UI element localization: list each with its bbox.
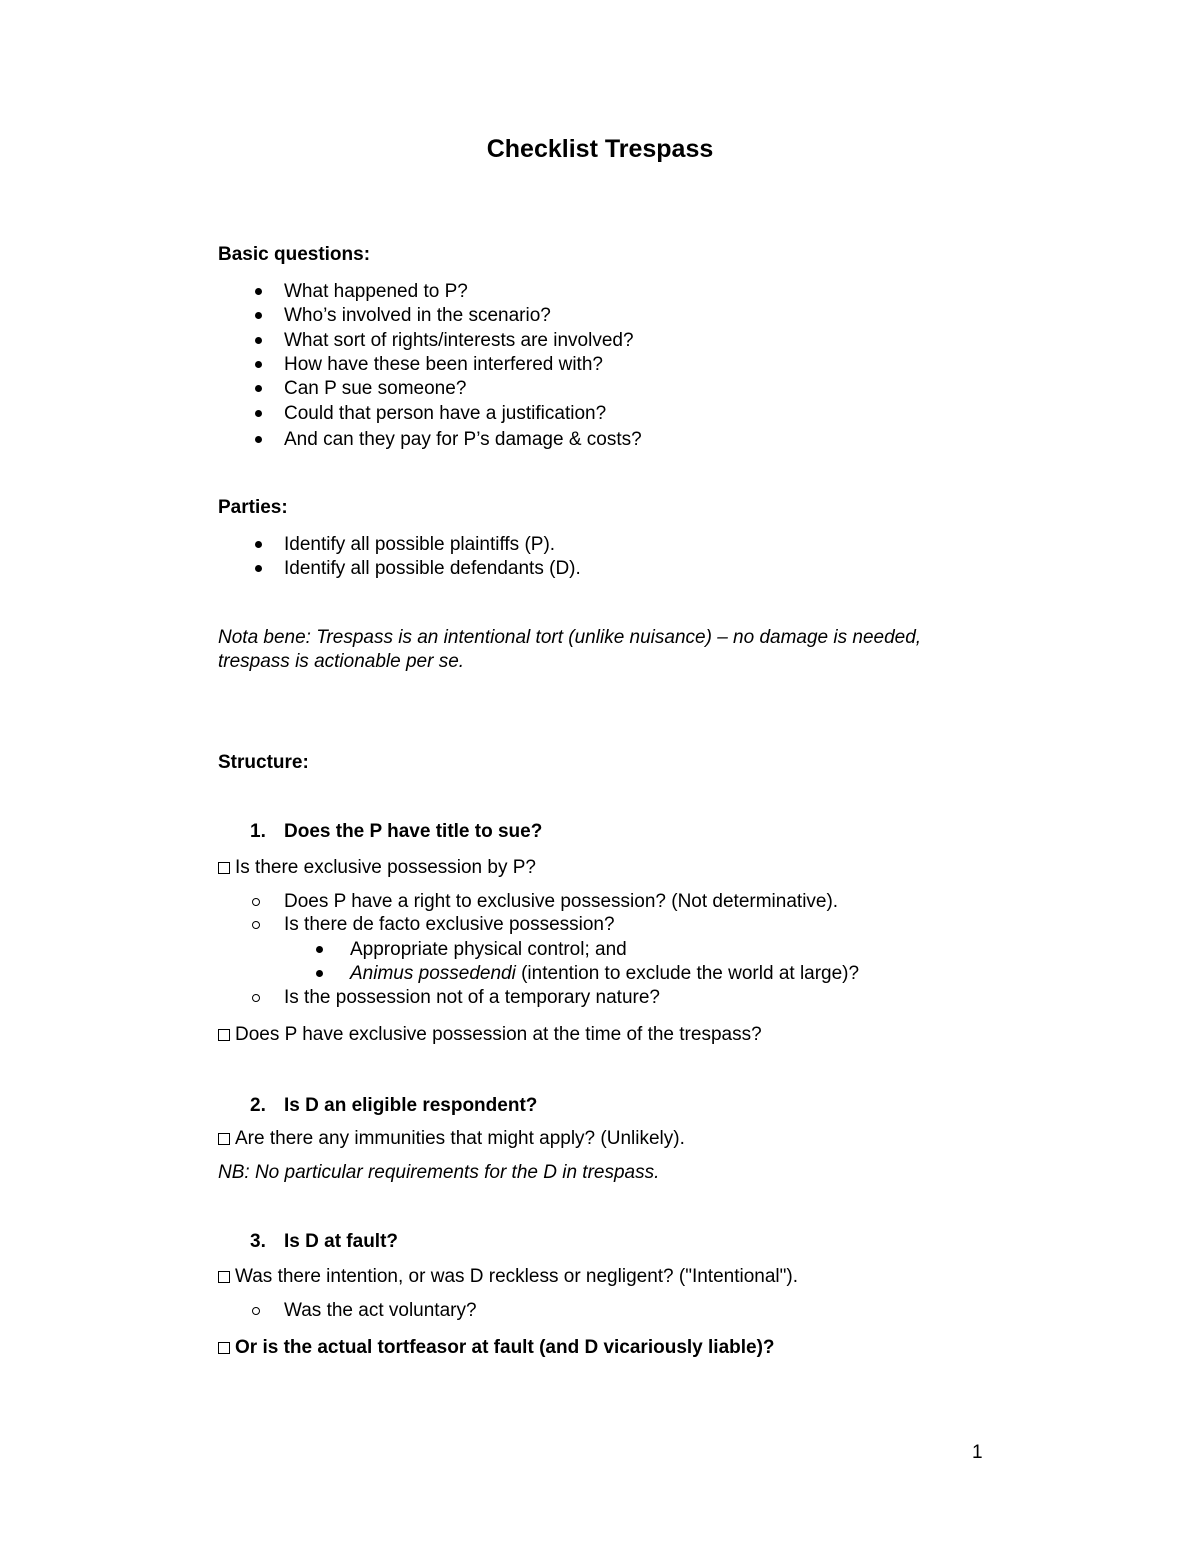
basic-questions-heading: Basic questions: [218, 244, 371, 265]
nota-bene-line-2: trespass is actionable per se. [218, 651, 465, 672]
sub-item: Does P have a right to exclusive possession? (Not determinative). [284, 891, 839, 912]
sub-item: Is the possession not of a temporary nature? [284, 987, 660, 1008]
section-number: 2. [250, 1095, 266, 1116]
parties-heading: Parties: [218, 497, 288, 518]
section-number: 1. [250, 821, 266, 842]
checkbox-icon [218, 1271, 230, 1283]
bullet-icon [255, 565, 262, 572]
section-title: Does the P have title to sue? [284, 821, 543, 842]
sub-item: Is there de facto exclusive possession? [284, 914, 615, 935]
bullet-icon [316, 970, 323, 977]
checkbox-icon [218, 1133, 230, 1145]
checklist-item: Is there exclusive possession by P? [218, 856, 536, 880]
page-number: 1 [972, 1442, 983, 1463]
sub-sub-item: Animus possedendi (intention to exclude the world at large)? [350, 963, 860, 984]
checklist-item: Was there intention, or was D reckless or negligent? ("Intentional"). [218, 1265, 798, 1289]
bullet-icon [255, 288, 262, 295]
bullet-icon [255, 436, 262, 443]
bullet-icon [316, 946, 323, 953]
section-title: Is D at fault? [284, 1231, 399, 1252]
bullet-icon [255, 410, 262, 417]
circle-bullet-icon [252, 994, 260, 1002]
circle-bullet-icon [252, 898, 260, 906]
sub-sub-item: Appropriate physical control; and [350, 939, 627, 960]
checklist-item: Or is the actual tortfeasor at fault (and D vicariously liable)? [218, 1336, 775, 1360]
checkbox-icon [218, 862, 230, 874]
checkbox-icon [218, 1342, 230, 1354]
bullet-icon [255, 541, 262, 548]
bullet-icon [255, 385, 262, 392]
page-title: Checklist Trespass [486, 135, 714, 163]
checklist-item: Are there any immunities that might apply? (Unlikely). [218, 1127, 685, 1151]
circle-bullet-icon [252, 921, 260, 929]
sub-item: Was the act voluntary? [284, 1300, 477, 1321]
bullet-icon [255, 312, 262, 319]
nb-note: NB: No particular requirements for the D in trespass. [218, 1162, 660, 1183]
section-title: Is D an eligible respondent? [284, 1095, 538, 1116]
circle-bullet-icon [252, 1307, 260, 1315]
section-number: 3. [250, 1231, 266, 1252]
structure-heading: Structure: [218, 752, 309, 773]
bullet-icon [255, 361, 262, 368]
nota-bene-line-1: Nota bene: Trespass is an intentional tort (unlike nuisance) – no damage is needed, [218, 627, 922, 648]
checklist-item: Does P have exclusive possession at the time of the trespass? [218, 1023, 762, 1047]
bullet-icon [255, 337, 262, 344]
checkbox-icon [218, 1029, 230, 1041]
